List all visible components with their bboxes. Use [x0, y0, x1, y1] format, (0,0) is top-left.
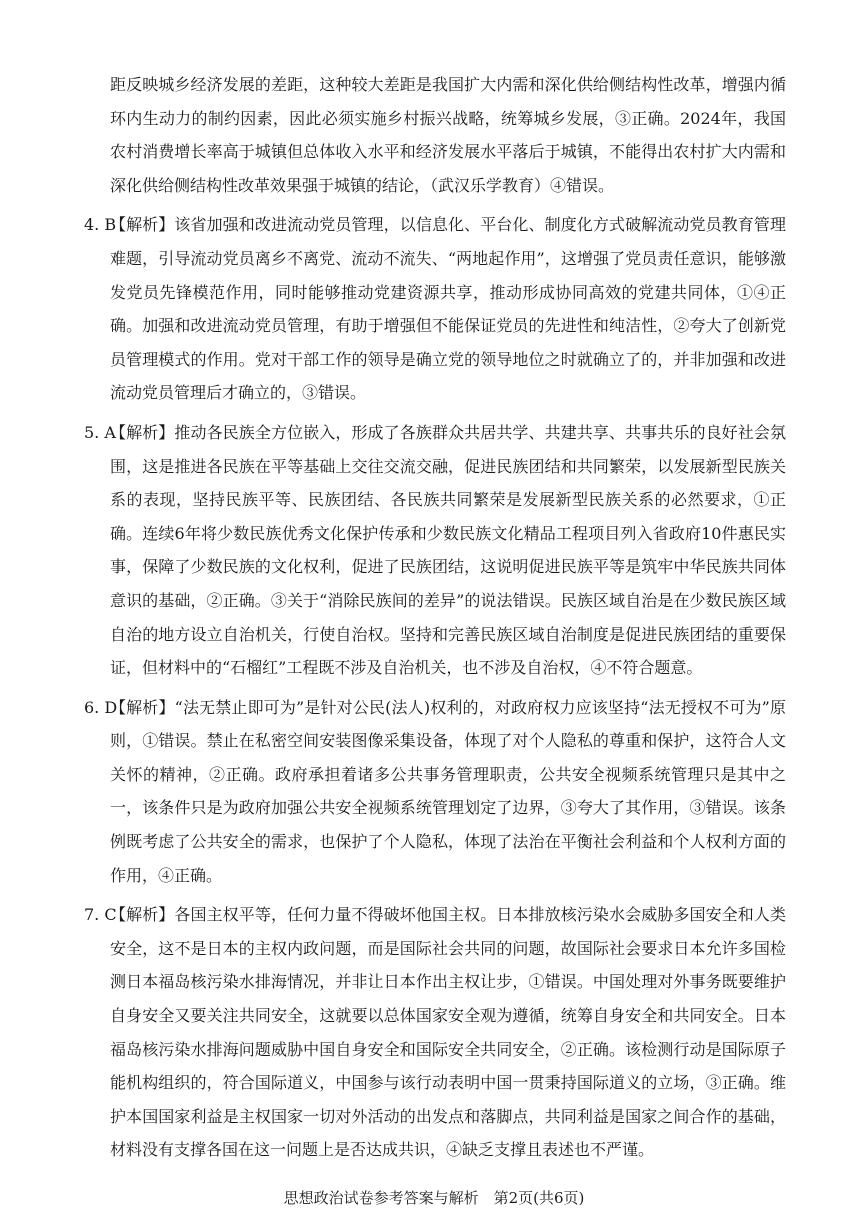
analysis-text: “法无禁止即可为”是针对公民(法人)权利的，对政府权力应该坚持“法无授权不可为”原则，①错误。禁止在私密空间安装图像采集设备，体现了对个人隐私的尊重和保护，这符合人文关怀的精神，②正确。政府承担着诸多公共事务管理职责，公共安全视频系统管理只是其中之一，该条件只是为政府加强公共安全视频系统管理划定了边界，③夸大了其作用，③错误。该条例既考虑了公共安全的需求，也保护了个人隐私，体现了法治在平衡社会利益和个人权利方面的作用，④正确。 — [110, 697, 786, 885]
analysis-label: 【解析】 — [110, 697, 175, 717]
answer-item-6 — [84, 691, 786, 893]
question-number: 7. C — [84, 905, 117, 925]
answer-content — [84, 68, 786, 1173]
answer-item-4 — [84, 208, 786, 410]
question-number: 5. A — [84, 422, 116, 442]
analysis-text: 该省加强和改进流动党员管理，以信息化、平台化、制度化方式破解流动党员教育管理难题，引导流动党员离乡不离党、流动不流失、“两地起作用”，这增强了党员责任意识，能够激发党员先锋模范作用，同时能够推动党建资源共享，推动形成协同高效的党建共同体，①④正确。加强和改进流动党员管理，有助于增强但不能保证党员的先进性和纯洁性，②夸大了创新党员管理模式的作用。党对干部工作的领导是确立党的领导地位之时就确立了的，并非加强和改进流动党员管理后才确立的，③错误。 — [110, 215, 786, 403]
analysis-text: 推动各民族全方位嵌入，形成了各族群众共居共学、共建共享、共事共乐的良好社会氛围，这是推进各民族在平等基础上交往交流交融，促进民族团结和共同繁荣，以发展新型民族关系的表现，坚持民族平等、民族团结、各民族共同繁荣是发展新型民族关系的必然要求，①正确。连续6年将少数民族优秀文化保护传承和少数民族文化精品工程项目列入省政府10件惠民实事，保障了少数民族的文化权利，促进了民族团结，这说明促进民族平等是筑牢中华民族共同体意识的基础，②正确。③关于“消除民族间的差异”的说法错误。民族区域自治是在少数民族区域自治的地方设立自治机关，行使自治权。坚持和完善民族区域自治制度是促进民族团结的重要保证，但材料中的“石榴红”工程既不涉及自治机关，也不涉及自治权，④不符合题意。 — [110, 422, 786, 678]
analysis-label: 【解析】 — [110, 905, 175, 925]
analysis-label: 【解析】 — [110, 215, 175, 235]
question-number: 4. B — [84, 215, 117, 235]
answer-item-5 — [84, 416, 786, 685]
analysis-text: 各国主权平等，任何力量不得破坏他国主权。日本排放核污染水会威胁多国安全和人类安全，这不是日本的主权内政问题，而是国际社会共同的问题，故国际社会要求日本允许多国检测日本福岛核污染水排海情况，并非让日本作出主权让步，①错误。中国处理对外事务既要维护自身安全又要关注共同安全，这就要以总体国家安全观为遵循，统筹自身安全和共同安全。日本福岛核污染水排海问题威胁中国自身安全和国际安全共同安全，②正确。该检测行动是国际原子能机构组织的，符合国际道义，中国参与该行动表明中国一贯秉持国际道义的立场，③正确。维护本国国家利益是主权国家一切对外活动的出发点和落脚点，共同利益是国家之间合作的基础，材料没有支撑各国在这一问题上是否达成共识，④缺乏支撑且表述也不严谨。 — [110, 905, 786, 1160]
continuation-paragraph: 距反映城乡经济发展的差距，这种较大差距是我国扩大内需和深化供给侧结构性改革，增强内循环内生动力的制约因素，因此必须实施乡村振兴战略，统筹城乡发展，③正确。2024年，我国农村消费增长率高于城镇但总体收入水平和经济发展水平落后于城镇，不能得出农村扩大内需和深化供给侧结构性改革效果强于城镇的结论，（武汉乐学教育）④错误。 — [110, 75, 786, 195]
question-number: 6. D — [84, 697, 118, 717]
page-footer: 思想政治试卷参考答案与解析 第2页(共6页) — [283, 1189, 585, 1207]
analysis-label: 【解析】 — [110, 422, 175, 442]
answer-item-7 — [84, 898, 786, 1167]
